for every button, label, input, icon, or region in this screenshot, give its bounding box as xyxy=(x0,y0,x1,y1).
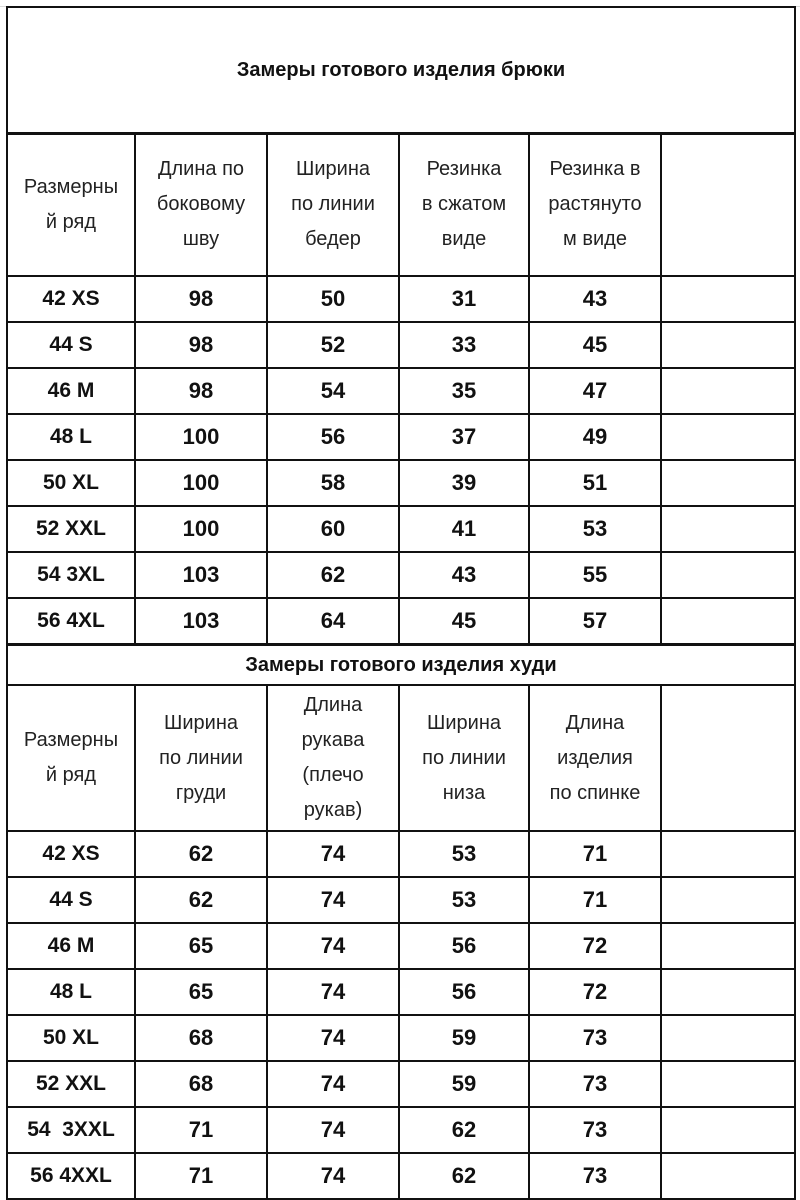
measurement-cell: 62 xyxy=(399,1153,529,1199)
table-row xyxy=(7,460,795,506)
size-cell: 54 3XL xyxy=(7,552,135,598)
size-cell: 52 XXL xyxy=(7,506,135,552)
column-header-line: Длина xyxy=(303,694,363,716)
empty-cell xyxy=(661,685,795,831)
measurement-cell: 47 xyxy=(529,368,661,414)
column-header-line: бедер xyxy=(305,228,361,251)
table-row xyxy=(7,923,795,969)
measurement-cell: 60 xyxy=(267,506,399,552)
measurement-cell: 98 xyxy=(135,322,267,368)
measurement-cell: 68 xyxy=(135,1015,267,1061)
column-header-line: Ширина xyxy=(427,711,501,734)
measurement-cell: 72 xyxy=(529,969,661,1015)
column-header-line: й ряд xyxy=(45,210,97,233)
measurement-cell: 100 xyxy=(135,460,267,506)
measurement-cell: 103 xyxy=(135,552,267,598)
empty-cell xyxy=(661,414,795,460)
table-row xyxy=(7,506,795,552)
table-row xyxy=(7,552,795,598)
measurement-cell: 103 xyxy=(135,598,267,644)
trousers-table-title: Замеры готового изделия брюки xyxy=(7,7,795,134)
measurement-cell: 62 xyxy=(399,1107,529,1153)
measurement-cell: 35 xyxy=(399,368,529,414)
column-header xyxy=(529,685,661,831)
measurement-cell: 73 xyxy=(529,1015,661,1061)
empty-cell xyxy=(661,969,795,1015)
measurement-cell: 74 xyxy=(267,1061,399,1107)
measurement-cell: 71 xyxy=(135,1153,267,1199)
measurement-cell: 56 xyxy=(399,969,529,1015)
trousers-size-table xyxy=(6,6,796,645)
column-header-line: Длина xyxy=(565,711,625,734)
column-header-line: изделия xyxy=(557,746,633,769)
column-header xyxy=(7,134,135,276)
empty-cell xyxy=(661,276,795,322)
measurement-cell: 62 xyxy=(267,552,399,598)
measurement-cell: 57 xyxy=(529,598,661,644)
measurement-cell: 53 xyxy=(399,831,529,877)
measurement-cell: 73 xyxy=(529,1153,661,1199)
measurement-cell: 50 xyxy=(267,276,399,322)
empty-cell xyxy=(661,134,795,276)
empty-cell xyxy=(661,923,795,969)
column-header xyxy=(267,134,399,276)
measurement-cell: 58 xyxy=(267,460,399,506)
size-cell: 48 L xyxy=(7,414,135,460)
column-header xyxy=(529,134,661,276)
measurement-cell: 33 xyxy=(399,322,529,368)
column-header-line: по линии xyxy=(422,746,506,769)
measurement-cell: 62 xyxy=(135,831,267,877)
measurement-cell: 39 xyxy=(399,460,529,506)
measurement-cell: 65 xyxy=(135,969,267,1015)
measurement-cell: 62 xyxy=(135,877,267,923)
column-header-line: (плечо xyxy=(302,764,364,786)
table-row xyxy=(7,322,795,368)
column-header xyxy=(135,685,267,831)
empty-cell xyxy=(661,1107,795,1153)
table-row xyxy=(7,969,795,1015)
trousers-header-row xyxy=(7,134,795,276)
column-header-line: по линии xyxy=(291,193,375,216)
column-header xyxy=(399,685,529,831)
column-header xyxy=(399,134,529,276)
column-header-line: боковому xyxy=(156,193,246,216)
empty-cell xyxy=(661,1153,795,1199)
column-header-line: Резинка xyxy=(426,158,502,181)
empty-cell xyxy=(661,322,795,368)
column-header-line: Размерны xyxy=(23,729,119,751)
column-header-line: Ширина xyxy=(164,711,238,734)
size-cell: 52 XXL xyxy=(7,1061,135,1107)
measurement-cell: 64 xyxy=(267,598,399,644)
measurement-cell: 74 xyxy=(267,877,399,923)
table-row xyxy=(7,276,795,322)
measurement-cell: 74 xyxy=(267,831,399,877)
table-row xyxy=(7,598,795,644)
empty-cell xyxy=(661,598,795,644)
column-header-line: рукава xyxy=(301,729,365,751)
table-row xyxy=(7,368,795,414)
column-header-line: в сжатом xyxy=(421,193,507,216)
measurement-cell: 98 xyxy=(135,276,267,322)
size-cell: 42 XS xyxy=(7,831,135,877)
measurement-cell: 68 xyxy=(135,1061,267,1107)
column-header-line: растянуто xyxy=(548,193,642,216)
empty-cell xyxy=(661,460,795,506)
column-header-line: Ширина xyxy=(296,158,370,181)
size-cell: 42 XS xyxy=(7,276,135,322)
size-cell: 54 3XXL xyxy=(7,1107,135,1153)
measurement-cell: 74 xyxy=(267,923,399,969)
measurement-cell: 72 xyxy=(529,923,661,969)
size-cell: 48 L xyxy=(7,969,135,1015)
column-header xyxy=(267,685,399,831)
table-row xyxy=(7,1061,795,1107)
measurement-cell: 45 xyxy=(399,598,529,644)
empty-cell xyxy=(661,552,795,598)
column-header xyxy=(7,685,135,831)
column-header-line: Размерны xyxy=(23,175,119,198)
measurement-cell: 74 xyxy=(267,1153,399,1199)
size-cell: 44 S xyxy=(7,877,135,923)
measurement-cell: 59 xyxy=(399,1015,529,1061)
measurement-cell: 73 xyxy=(529,1107,661,1153)
column-header-line: рукав) xyxy=(303,799,363,821)
empty-cell xyxy=(661,1015,795,1061)
measurement-cell: 45 xyxy=(529,322,661,368)
hoodie-size-table xyxy=(6,644,796,1200)
size-cell: 56 4XXL xyxy=(7,1153,135,1199)
size-cell: 50 XL xyxy=(7,460,135,506)
measurement-cell: 54 xyxy=(267,368,399,414)
measurement-cell: 49 xyxy=(529,414,661,460)
column-header xyxy=(135,134,267,276)
hoodie-table-title: Замеры готового изделия худи xyxy=(7,645,795,685)
column-header-line: по спинке xyxy=(549,781,641,804)
empty-cell xyxy=(661,877,795,923)
table-row xyxy=(7,877,795,923)
empty-cell xyxy=(661,1061,795,1107)
table-row xyxy=(7,831,795,877)
measurement-cell: 100 xyxy=(135,506,267,552)
table-row xyxy=(7,1153,795,1199)
measurement-cell: 98 xyxy=(135,368,267,414)
measurement-cell: 43 xyxy=(399,552,529,598)
measurement-cell: 74 xyxy=(267,969,399,1015)
column-header-line: по линии xyxy=(159,746,243,769)
measurement-cell: 53 xyxy=(399,877,529,923)
measurement-cell: 71 xyxy=(529,877,661,923)
measurement-cell: 71 xyxy=(135,1107,267,1153)
table-row xyxy=(7,414,795,460)
column-header-line: низа xyxy=(442,781,486,804)
measurement-cell: 74 xyxy=(267,1107,399,1153)
empty-cell xyxy=(661,368,795,414)
measurement-cell: 74 xyxy=(267,1015,399,1061)
measurement-cell: 31 xyxy=(399,276,529,322)
column-header-line: Длина по xyxy=(157,158,245,181)
table-row xyxy=(7,1107,795,1153)
empty-cell xyxy=(661,831,795,877)
column-header-line: м виде xyxy=(563,228,627,251)
empty-cell xyxy=(661,506,795,552)
measurement-cell: 53 xyxy=(529,506,661,552)
size-cell: 46 M xyxy=(7,368,135,414)
measurement-cell: 56 xyxy=(399,923,529,969)
column-header-line: виде xyxy=(441,228,487,251)
measurement-cell: 41 xyxy=(399,506,529,552)
column-header-line: Резинка в xyxy=(549,158,641,181)
column-header-line: груди xyxy=(175,781,227,804)
size-cell: 56 4XL xyxy=(7,598,135,644)
column-header-line: шву xyxy=(182,228,220,251)
measurement-cell: 73 xyxy=(529,1061,661,1107)
measurement-cell: 100 xyxy=(135,414,267,460)
measurement-cell: 55 xyxy=(529,552,661,598)
table-row xyxy=(7,1015,795,1061)
hoodie-header-row xyxy=(7,685,795,831)
measurement-cell: 37 xyxy=(399,414,529,460)
size-cell: 46 M xyxy=(7,923,135,969)
measurement-cell: 43 xyxy=(529,276,661,322)
measurement-cell: 59 xyxy=(399,1061,529,1107)
measurement-cell: 52 xyxy=(267,322,399,368)
measurement-cell: 56 xyxy=(267,414,399,460)
measurement-cell: 51 xyxy=(529,460,661,506)
size-cell: 44 S xyxy=(7,322,135,368)
size-cell: 50 XL xyxy=(7,1015,135,1061)
column-header-line: й ряд xyxy=(45,764,97,786)
measurement-cell: 71 xyxy=(529,831,661,877)
measurement-cell: 65 xyxy=(135,923,267,969)
